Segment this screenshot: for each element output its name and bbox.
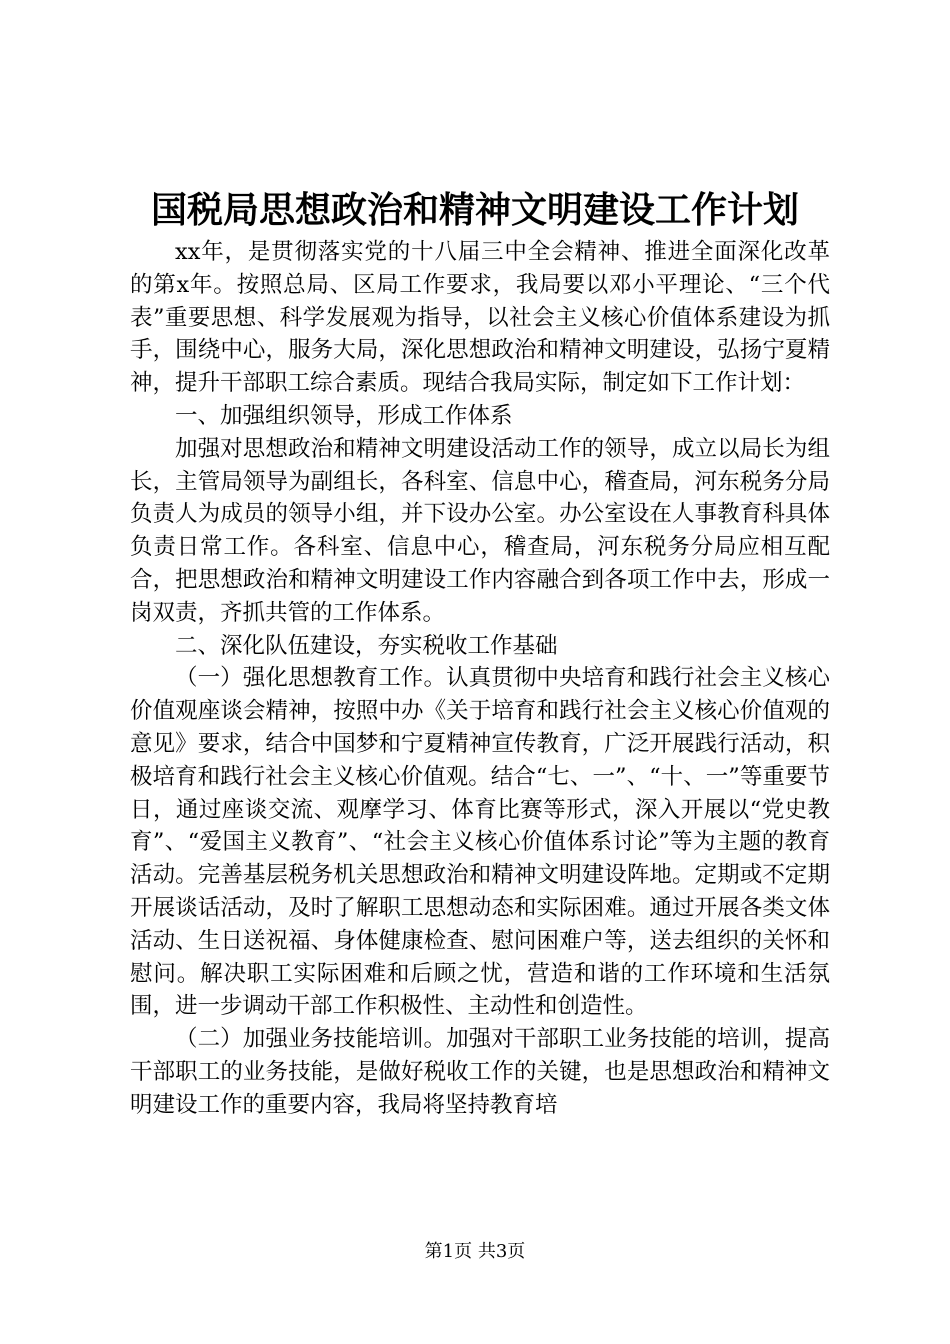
page-footer: 第1页 共3页 [424,1241,526,1262]
paragraph-subsection-2: （二）加强业务技能培训。加强对干部职工业务技能的培训，提高干部职工的业务技能，是做好税收工作的关键，也是思想政治和精神文明建设工作的重要内容，我局将坚持教育培 [130,1026,830,1118]
paragraph-subsection-1: （一）强化思想教育工作。认真贯彻中央培育和践行社会主义核心价值观座谈会精神，按照中办《关于培育和践行社会主义核心价值观的意见》要求，结合中国梦和宁夏精神宣传教育，广泛开展践行活动，积极培育和践行社会主义核心价值观。结合“七、一”、“十、一”等重要节日，通过座谈交流、观摩学习、体育比赛等形式，深入开展以“党史教育”、“爱国主义教育”、“社会主义核心价值体系讨论”等为主题的教育活动。完善基层税务机关思想政治和精神文明建设阵地。定期或不定期开展谈话活动，及时了解职工思想动态和实际困难。通过开展各类文体活动、生日送祝福、身体健康检查、慰问困难户等，送去组织的关怀和慰问。解决职工实际困难和后顾之忧，营造和谐的工作环境和生活氛围，进一步调动干部工作积极性、主动性和创造性。 [130,665,830,1020]
paragraph-section-1: 加强对思想政治和精神文明建设活动工作的领导，成立以局长为组长，主管局领导为副组长，各科室、信息中心，稽查局，河东税务分局负责人为成员的领导小组，并下设办公室。办公室设在人事教育科具体负责日常工作。各科室、信息中心，稽查局，河东税务分局应相互配合，把思想政治和精神文明建设工作内容融合到各项工作中去，形成一岗双责，齐抓共管的工作体系。 [130,435,830,626]
section-heading-2: 二、深化队伍建设，夯实税收工作基础 [175,632,558,659]
section-heading-1: 一、加强组织领导，形成工作体系 [175,402,513,429]
document-title: 国税局思想政治和精神文明建设工作计划 [150,189,799,231]
paragraph-intro: xx年，是贯彻落实党的十八届三中全会精神、推进全面深化改革的第x年。按照总局、区局工作要求，我局要以邓小平理论、“三个代表”重要思想、科学发展观为指导，以社会主义核心价值体系建设为抓手，围绕中心，服务大局，深化思想政治和精神文明建设，弘扬宁夏精神，提升干部职工综合素质。现结合我局实际，制定如下工作计划： [130,239,830,397]
document-body [130,236,830,1122]
